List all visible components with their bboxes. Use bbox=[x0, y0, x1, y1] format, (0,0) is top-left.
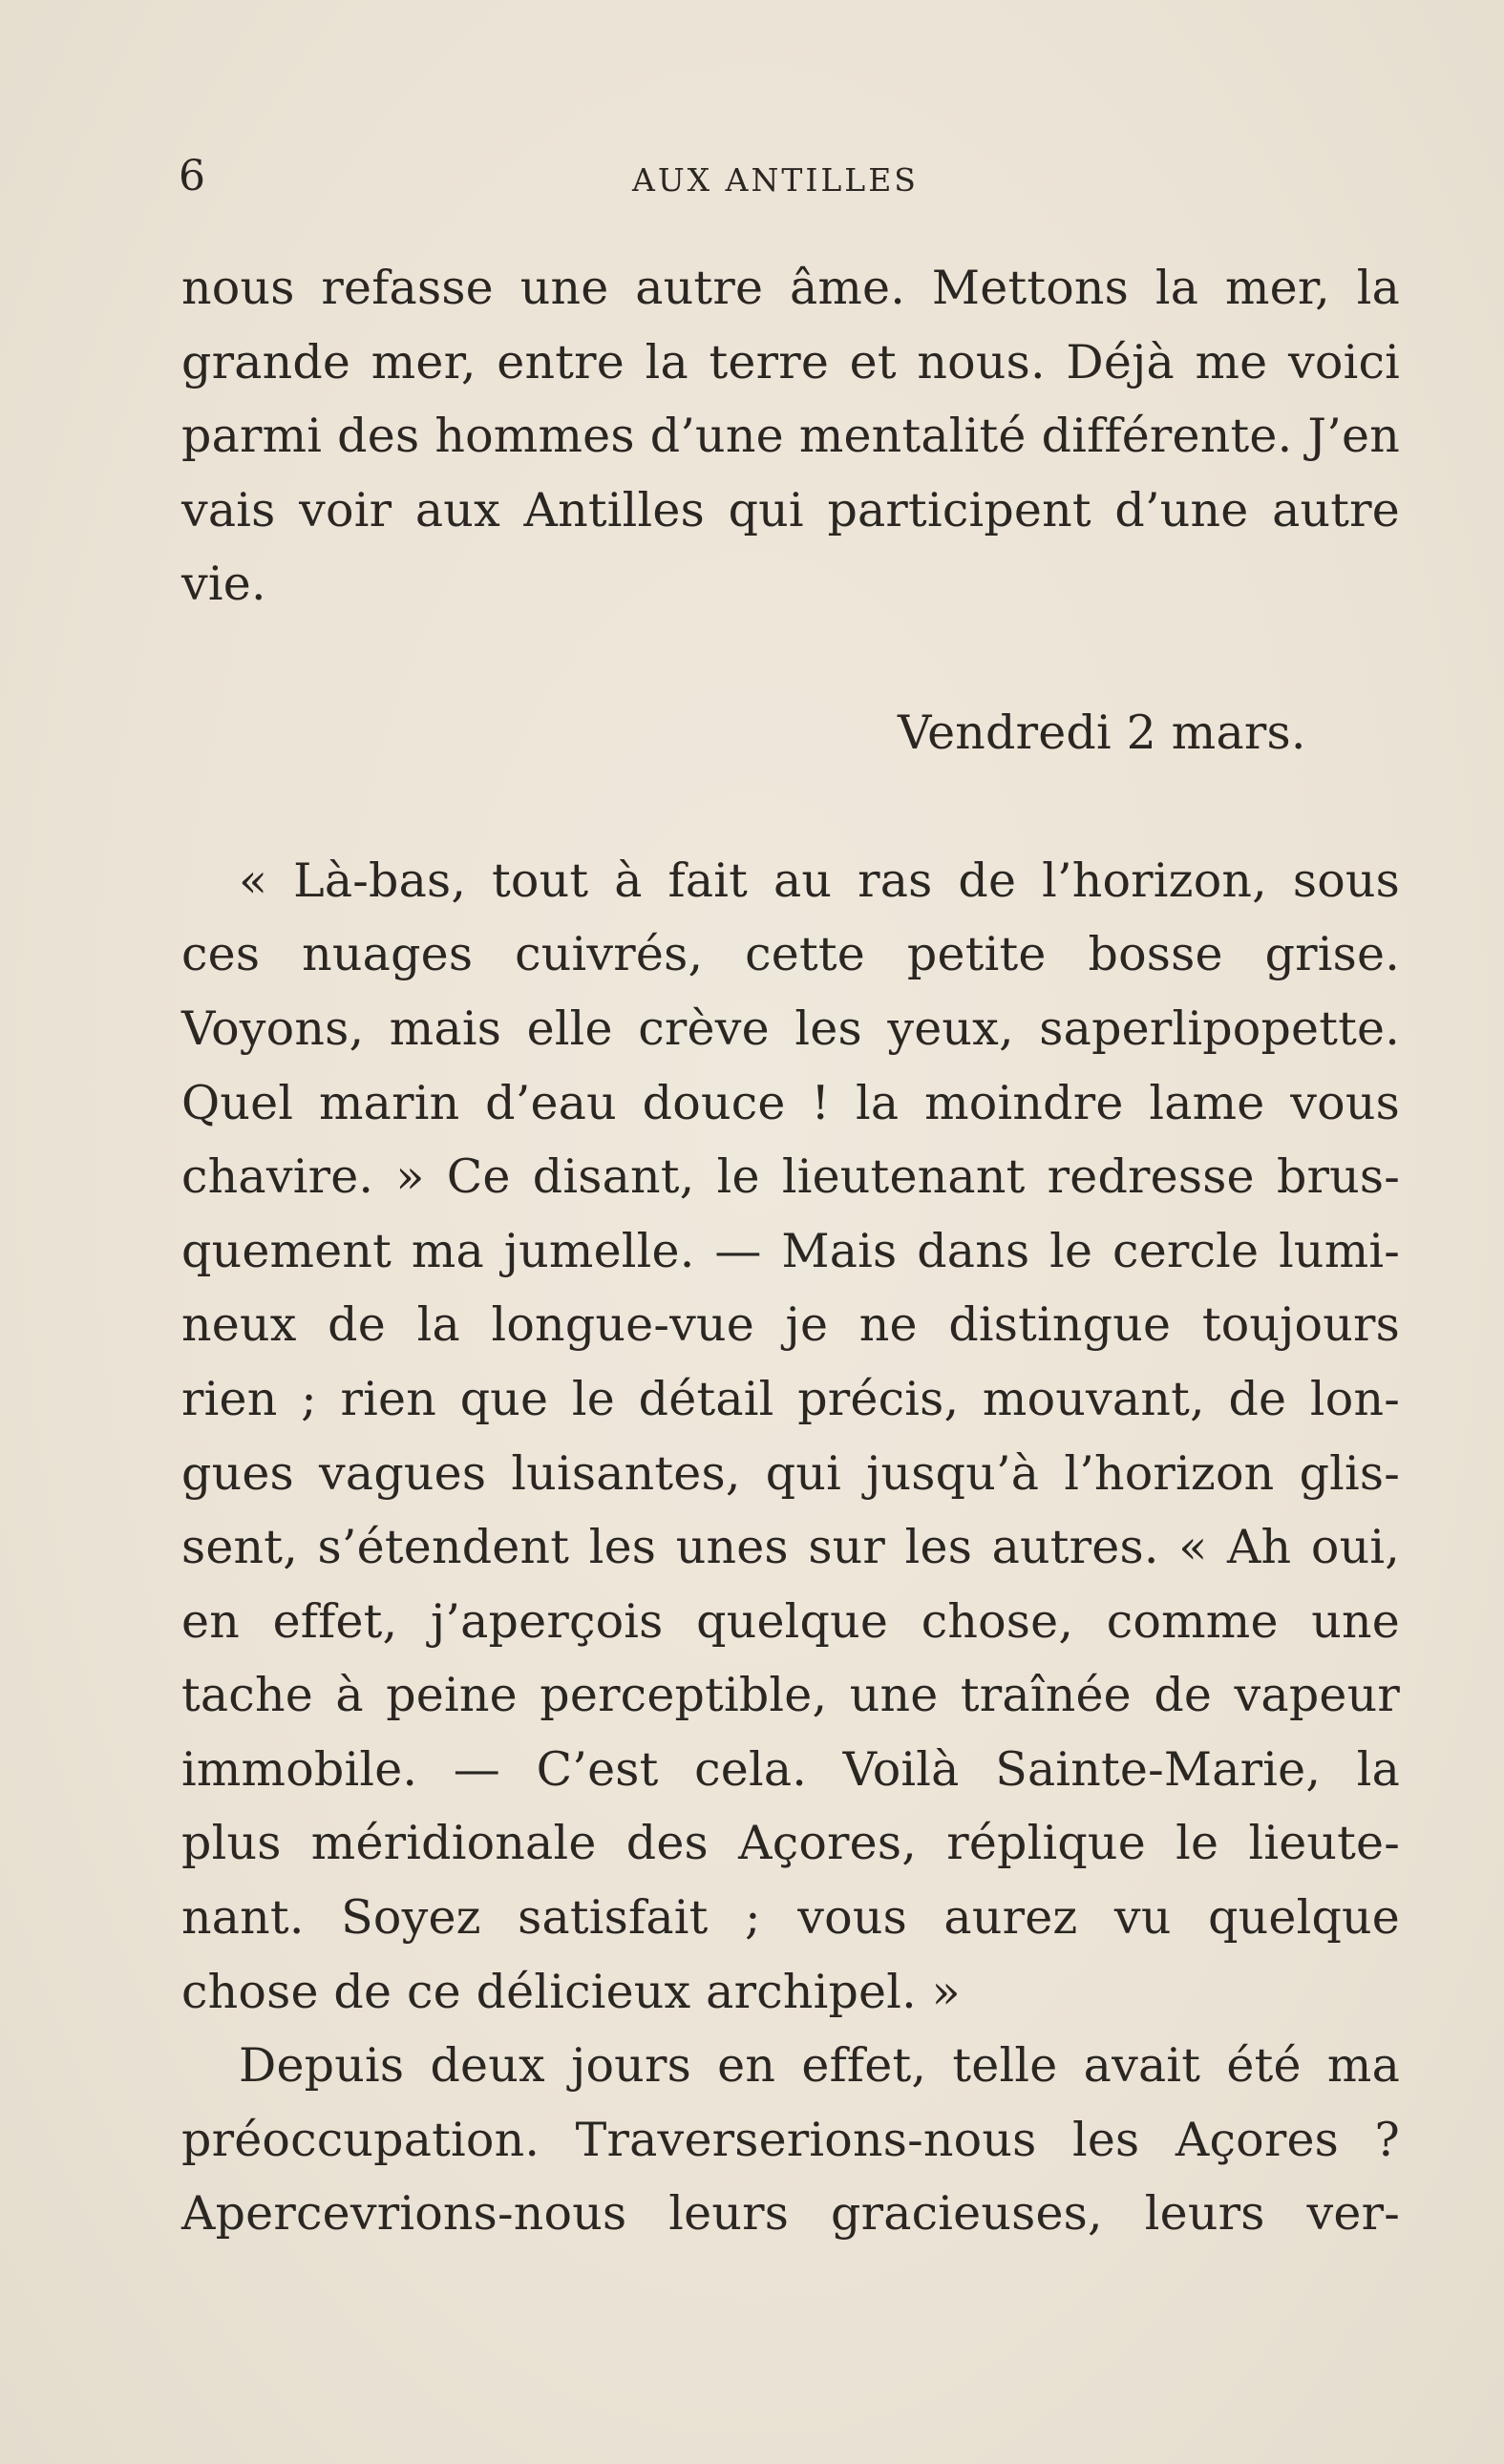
text-line: immobile. — C’est cela. Voilà Sainte-Marie, la bbox=[181, 1741, 1400, 1797]
text-line: plus méridionale des Açores, réplique le lieute- bbox=[181, 1816, 1400, 1871]
running-title: AUX ANTILLES bbox=[632, 161, 919, 199]
text-line: parmi des hommes d’une mentalité différente. J’en bbox=[181, 409, 1400, 464]
text-line: rien ; rien que le détail précis, mouvant, de lon- bbox=[181, 1371, 1400, 1426]
text-line: tache à peine perceptible, une traînée de vapeur bbox=[181, 1668, 1400, 1723]
text-line: gues vagues luisantes, qui jusqu’à l’horizon glis- bbox=[181, 1445, 1400, 1501]
page-header bbox=[179, 153, 1401, 200]
text-line: vie. bbox=[181, 557, 266, 612]
text-line: Voyons, mais elle crève les yeux, saperlipopette. bbox=[181, 1000, 1400, 1056]
paragraph-gap bbox=[181, 769, 1400, 844]
text-line: « Là-bas, tout à fait au ras de l’horizon, sous bbox=[239, 853, 1400, 908]
text-line: Quel marin d’eau douce ! la moindre lame vous bbox=[181, 1075, 1400, 1130]
text-line: chose de ce délicieux archipel. » bbox=[181, 1964, 961, 2019]
paragraph-gap bbox=[181, 621, 1400, 696]
text-line: neux de la longue-vue je ne distingue toujours bbox=[181, 1297, 1400, 1353]
text-line: nous refasse une autre âme. Mettons la mer, la bbox=[181, 261, 1400, 315]
date-heading: Vendredi 2 mars. bbox=[898, 705, 1306, 760]
text-line: quement ma jumelle. — Mais dans le cercle lumi- bbox=[181, 1223, 1400, 1278]
text-line: préoccupation. Traverserions-nous les Açores ? bbox=[181, 2112, 1400, 2167]
text-line: sent, s’étendent les unes sur les autres. « Ah oui, bbox=[181, 1520, 1400, 1575]
text-line: ces nuages cuivrés, cette petite bosse grise. bbox=[181, 927, 1400, 982]
text-line: Depuis deux jours en effet, telle avait été ma bbox=[239, 2038, 1400, 2094]
text-line: grande mer, entre la terre et nous. Déjà me voici bbox=[181, 334, 1400, 390]
text-line: chavire. » Ce disant, le lieutenant redresse brus- bbox=[181, 1149, 1400, 1205]
text-line: nant. Soyez satisfait ; vous aurez vu quelque bbox=[181, 1890, 1400, 1946]
page-number: 6 bbox=[179, 152, 205, 200]
body-text bbox=[181, 251, 1400, 2251]
text-line: en effet, j’aperçois quelque chose, comme une bbox=[181, 1593, 1400, 1649]
text-line: vais voir aux Antilles qui participent d’une autre bbox=[181, 482, 1400, 537]
text-line: Apercevrions-nous leurs gracieuses, leurs ver- bbox=[181, 2186, 1400, 2242]
